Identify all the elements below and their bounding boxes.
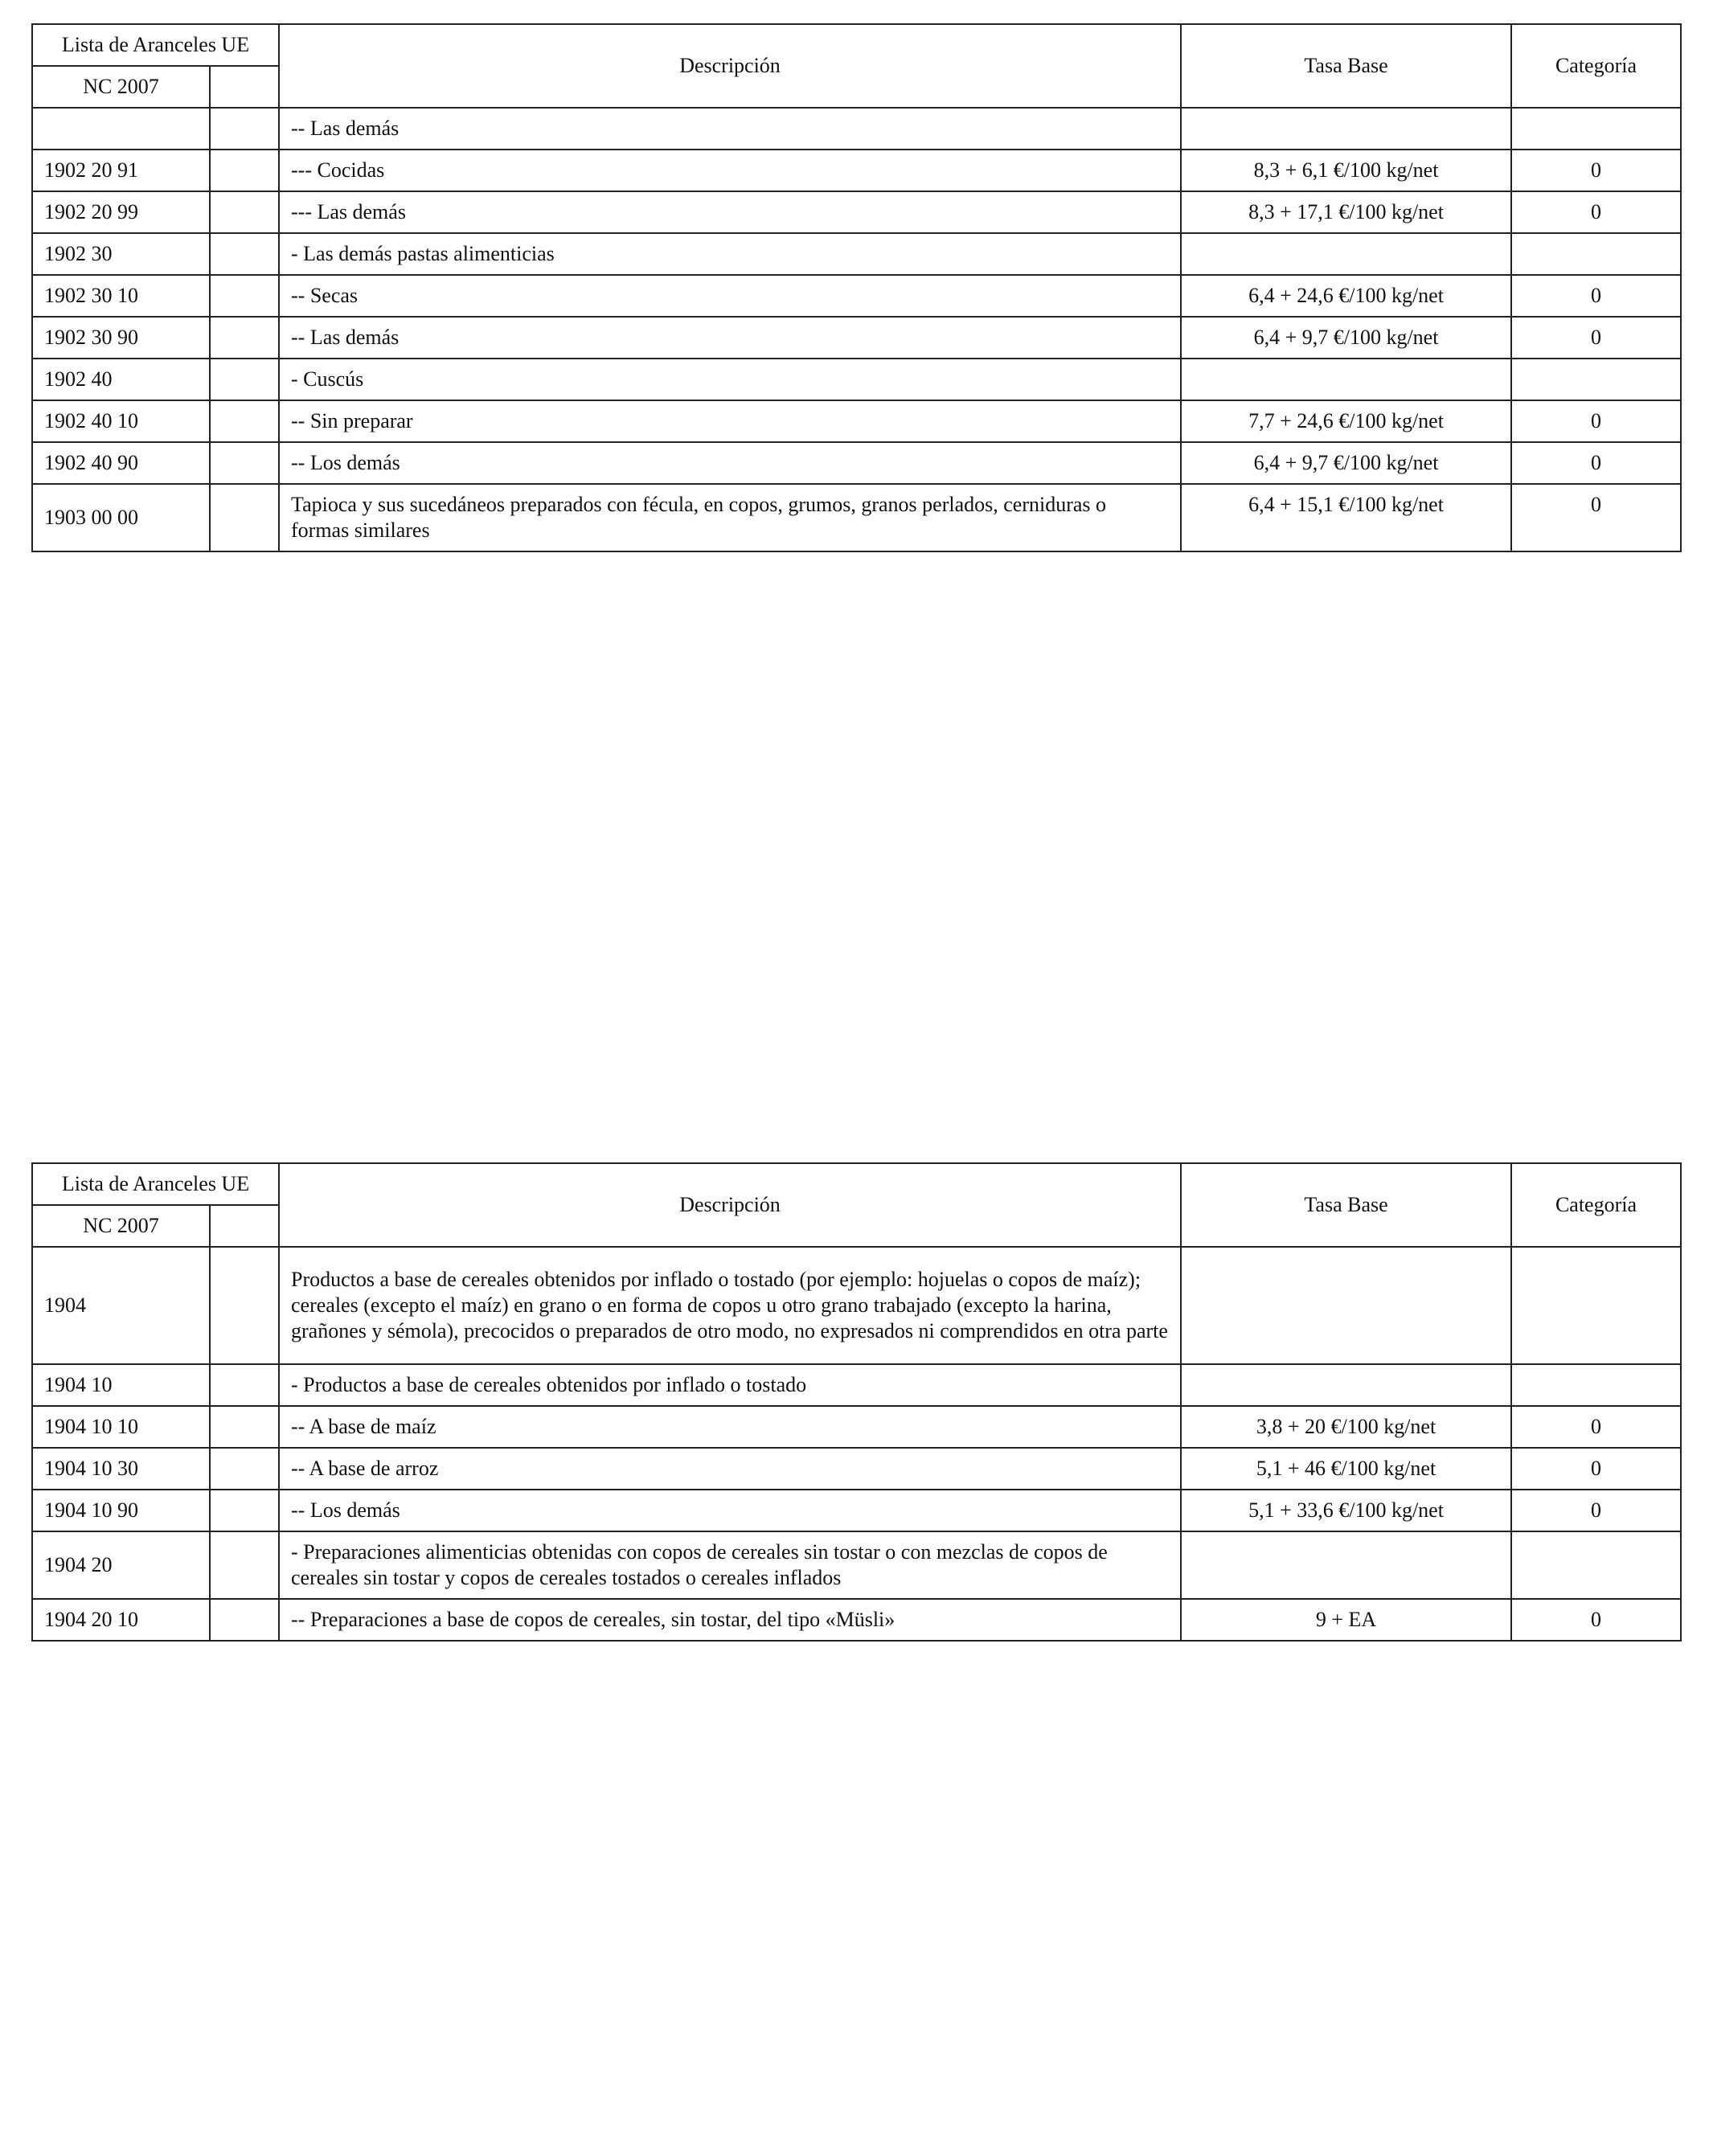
code-cell: 1904: [32, 1247, 210, 1364]
category-cell: 0: [1511, 1448, 1681, 1490]
table-row: [32, 108, 1681, 150]
list-header: Lista de Aranceles UE: [32, 24, 279, 66]
table-row: [32, 1364, 1681, 1406]
category-cell: 0: [1511, 150, 1681, 191]
category-cell: 0: [1511, 484, 1681, 551]
description-header: Descripción: [279, 1163, 1181, 1247]
rate-cell: 8,3 + 6,1 €/100 kg/net: [1181, 150, 1511, 191]
category-header: Categoría: [1511, 1163, 1681, 1247]
empty-cell: [210, 317, 279, 359]
description-cell: -- Los demás: [279, 1490, 1181, 1531]
code-cell: 1904 20: [32, 1531, 210, 1599]
code-cell: 1904 10: [32, 1364, 210, 1406]
base-rate-header: Tasa Base: [1181, 1163, 1511, 1247]
rate-cell: [1181, 359, 1511, 400]
tariff-table-2: [31, 1162, 1682, 1642]
empty-cell: [210, 233, 279, 275]
category-cell: 0: [1511, 1490, 1681, 1531]
table-row: [32, 317, 1681, 359]
empty-cell: [210, 1490, 279, 1531]
description-cell: - Cuscús: [279, 359, 1181, 400]
tariff-table-1: [31, 23, 1682, 552]
category-cell: 0: [1511, 400, 1681, 442]
empty-cell: [210, 1205, 279, 1247]
table-row: [32, 233, 1681, 275]
empty-cell: [210, 400, 279, 442]
empty-cell: [210, 66, 279, 108]
empty-cell: [210, 1247, 279, 1364]
rate-cell: 6,4 + 9,7 €/100 kg/net: [1181, 317, 1511, 359]
code-cell: 1904 10 30: [32, 1448, 210, 1490]
description-cell: --- Las demás: [279, 191, 1181, 233]
empty-cell: [210, 1364, 279, 1406]
category-cell: 0: [1511, 1406, 1681, 1448]
code-cell: 1902 30 10: [32, 275, 210, 317]
table-row: [32, 191, 1681, 233]
nc-header: NC 2007: [32, 66, 210, 108]
empty-cell: [210, 442, 279, 484]
description-cell: -- A base de arroz: [279, 1448, 1181, 1490]
category-cell: 0: [1511, 442, 1681, 484]
rate-cell: 9 + EA: [1181, 1599, 1511, 1641]
rate-cell: [1181, 233, 1511, 275]
category-cell: 0: [1511, 191, 1681, 233]
description-cell: - Productos a base de cereales obtenidos por inflado o tostado: [279, 1364, 1181, 1406]
category-cell: [1511, 233, 1681, 275]
code-cell: [32, 108, 210, 150]
description-cell: -- Sin preparar: [279, 400, 1181, 442]
table-row: [32, 1531, 1681, 1599]
description-cell: Productos a base de cereales obtenidos por inflado o tostado (por ejemplo: hojuelas o copos de maíz); cereales (excepto el maíz) en grano o en forma de copos u otro grano trabajado (excepto la harina, grañones y sémola), precocidos o preparados de otro modo, no expresados ni comprendidos en otra parte: [279, 1247, 1181, 1364]
description-cell: - Preparaciones alimenticias obtenidas con copos de cereales sin tostar o con mezclas de copos de cereales sin tostar y copos de cereales tostados o cereales inflados: [279, 1531, 1181, 1599]
table-header: [32, 1163, 1681, 1247]
empty-cell: [210, 484, 279, 551]
empty-cell: [210, 150, 279, 191]
code-cell: 1902 40: [32, 359, 210, 400]
table-header: [32, 24, 1681, 108]
category-cell: [1511, 108, 1681, 150]
table-row: [32, 1490, 1681, 1531]
empty-cell: [210, 1448, 279, 1490]
table-row: [32, 442, 1681, 484]
code-cell: 1902 40 90: [32, 442, 210, 484]
code-cell: 1902 20 99: [32, 191, 210, 233]
list-header: Lista de Aranceles UE: [32, 1163, 279, 1205]
table-row: [32, 359, 1681, 400]
rate-cell: [1181, 1531, 1511, 1599]
empty-cell: [210, 191, 279, 233]
description-header: Descripción: [279, 24, 1181, 108]
code-cell: 1902 20 91: [32, 150, 210, 191]
rate-cell: 8,3 + 17,1 €/100 kg/net: [1181, 191, 1511, 233]
rate-cell: 5,1 + 46 €/100 kg/net: [1181, 1448, 1511, 1490]
table-row: [32, 1448, 1681, 1490]
table-row: [32, 400, 1681, 442]
nc-header: NC 2007: [32, 1205, 210, 1247]
rate-cell: [1181, 108, 1511, 150]
table-row: [32, 1247, 1681, 1364]
rate-cell: 5,1 + 33,6 €/100 kg/net: [1181, 1490, 1511, 1531]
category-cell: 0: [1511, 317, 1681, 359]
empty-cell: [210, 359, 279, 400]
empty-cell: [210, 1599, 279, 1641]
code-cell: 1904 10 90: [32, 1490, 210, 1531]
code-cell: 1904 20 10: [32, 1599, 210, 1641]
empty-cell: [210, 1406, 279, 1448]
description-cell: -- Las demás: [279, 108, 1181, 150]
table-row: [32, 1599, 1681, 1641]
category-cell: 0: [1511, 1599, 1681, 1641]
rate-cell: [1181, 1364, 1511, 1406]
category-cell: [1511, 1364, 1681, 1406]
category-cell: [1511, 1531, 1681, 1599]
empty-cell: [210, 275, 279, 317]
code-cell: 1902 30: [32, 233, 210, 275]
rate-cell: [1181, 1247, 1511, 1364]
table-row: [32, 484, 1681, 551]
code-cell: 1904 10 10: [32, 1406, 210, 1448]
code-cell: 1902 40 10: [32, 400, 210, 442]
table-row: [32, 1406, 1681, 1448]
rate-cell: 6,4 + 15,1 €/100 kg/net: [1181, 484, 1511, 551]
category-header: Categoría: [1511, 24, 1681, 108]
rate-cell: 6,4 + 9,7 €/100 kg/net: [1181, 442, 1511, 484]
rate-cell: 7,7 + 24,6 €/100 kg/net: [1181, 400, 1511, 442]
category-cell: [1511, 1247, 1681, 1364]
rate-cell: 6,4 + 24,6 €/100 kg/net: [1181, 275, 1511, 317]
description-cell: --- Cocidas: [279, 150, 1181, 191]
code-cell: 1903 00 00: [32, 484, 210, 551]
table-row: [32, 275, 1681, 317]
description-cell: -- Preparaciones a base de copos de cereales, sin tostar, del tipo «Müsli»: [279, 1599, 1181, 1641]
base-rate-header: Tasa Base: [1181, 24, 1511, 108]
table-row: [32, 150, 1681, 191]
description-cell: -- Las demás: [279, 317, 1181, 359]
rate-cell: 3,8 + 20 €/100 kg/net: [1181, 1406, 1511, 1448]
description-cell: -- A base de maíz: [279, 1406, 1181, 1448]
empty-cell: [210, 1531, 279, 1599]
category-cell: [1511, 359, 1681, 400]
description-cell: -- Secas: [279, 275, 1181, 317]
description-cell: Tapioca y sus sucedáneos preparados con fécula, en copos, grumos, granos perlados, cerniduras o formas similares: [279, 484, 1181, 551]
description-cell: -- Los demás: [279, 442, 1181, 484]
code-cell: 1902 30 90: [32, 317, 210, 359]
category-cell: 0: [1511, 275, 1681, 317]
empty-cell: [210, 108, 279, 150]
description-cell: - Las demás pastas alimenticias: [279, 233, 1181, 275]
